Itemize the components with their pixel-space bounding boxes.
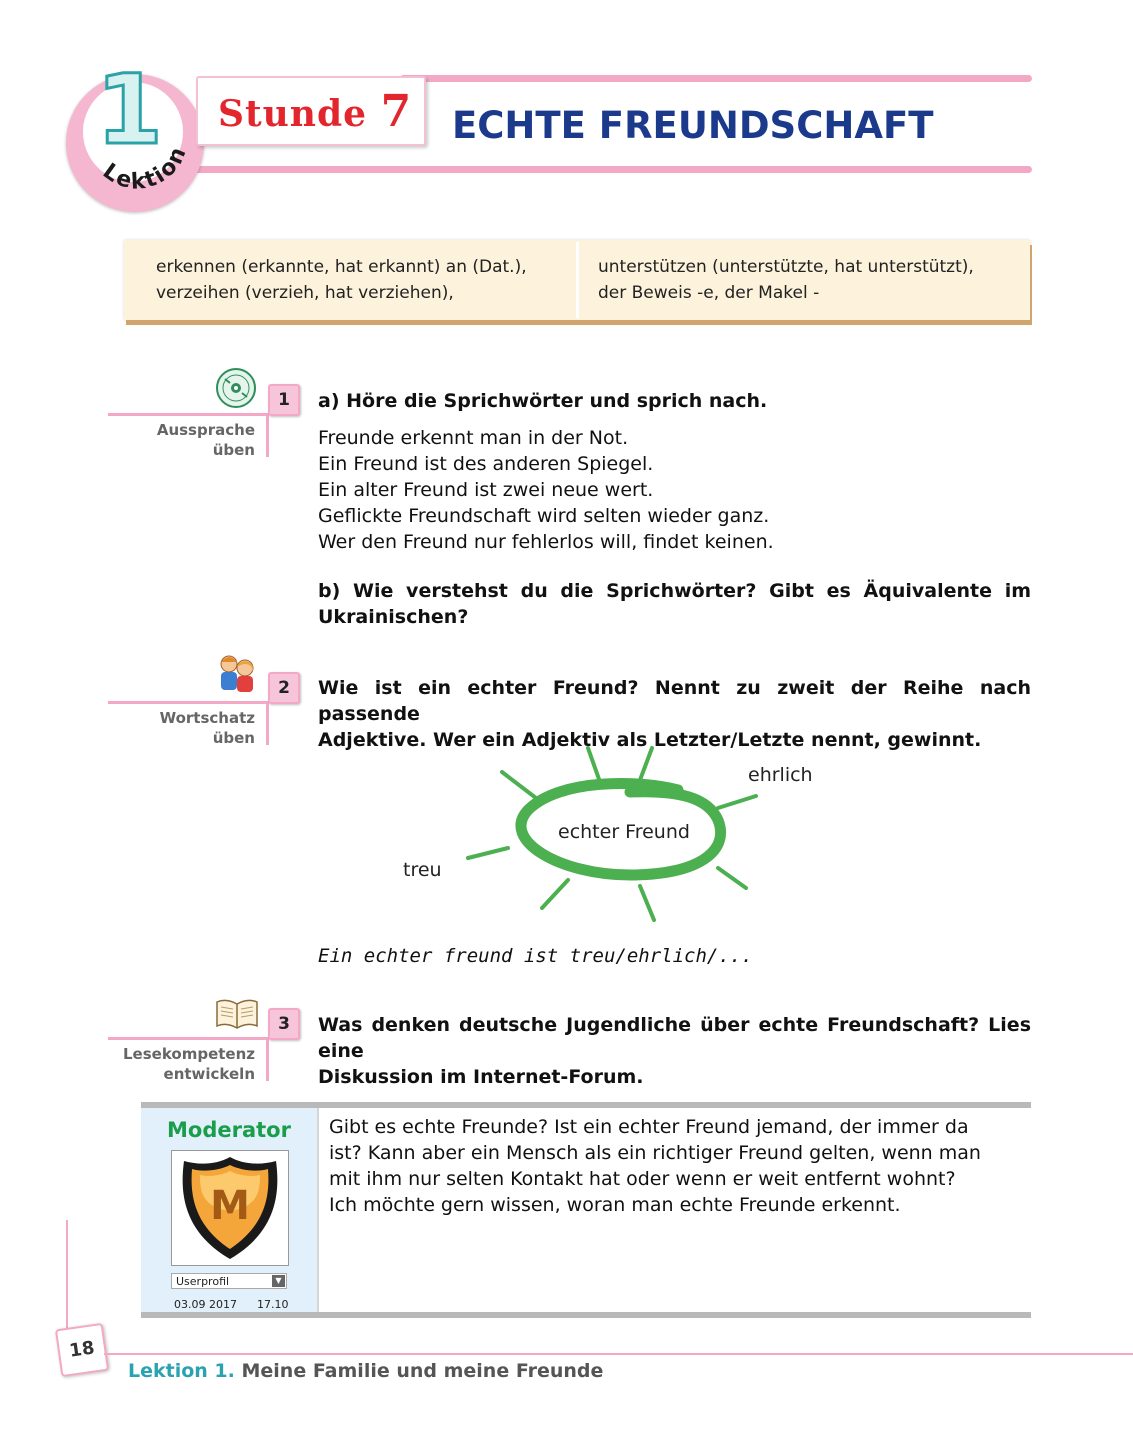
userprofil-select-value: Userprofil: [176, 1275, 230, 1288]
badge-letter: M: [210, 1183, 250, 1229]
avatar: [171, 1150, 289, 1266]
task-line: Adjektive. Wer ein Adjektiv als Letzter/Letzte nennt, gewinnt.: [318, 729, 982, 751]
proverb: Freunde erkennt man in der Not.: [318, 427, 629, 449]
ex3-task: [318, 1012, 1031, 1090]
ex2-side-vline: [266, 701, 269, 745]
post-date: 03.09 2017: [174, 1298, 237, 1311]
vocab-item: der Beweis -e, der Makel -: [598, 283, 820, 303]
ex3-side-line: [108, 1037, 268, 1040]
footer-text: [128, 1360, 603, 1382]
vocabulary-divider: [576, 242, 579, 318]
vocabulary-box: [124, 240, 1030, 320]
header-top-line: [400, 75, 1032, 82]
vocab-item: verzeihen (verzieh, hat verziehen),: [156, 283, 454, 303]
userprofil-select[interactable]: [171, 1273, 287, 1289]
proverb: Geflickte Freundschaft wird selten wieder ganz.: [318, 505, 770, 527]
ex1-side-label: [157, 420, 255, 460]
message-line: mit ihm nur selten Kontakt hat oder wenn er weit entfernt wohnt?: [329, 1168, 956, 1190]
vocabulary-left: [156, 254, 527, 306]
cd-icon: [215, 367, 257, 409]
stunde-label: Stunde: [218, 93, 368, 135]
forum-profile: [141, 1108, 317, 1312]
ex1-proverbs: [318, 425, 774, 555]
task-line: Wie ist ein echter Freund? Nennt zu zweit der Reihe nach passende: [318, 677, 1031, 725]
side-label-line: Wortschatz: [159, 709, 255, 727]
open-book-icon: [214, 996, 260, 1032]
lektion-number: 1: [96, 54, 163, 166]
post-time: 17.10: [257, 1298, 289, 1311]
vocab-item: erkennen (erkannte, hat erkannt) an (Dat.),: [156, 257, 527, 277]
ex3-side-label: [123, 1044, 255, 1084]
message-line: Gibt es echte Freunde? Ist ein echter Freund jemand, der immer da: [329, 1116, 969, 1138]
ex1-side-line: [108, 413, 268, 416]
ex2-number: 2: [268, 672, 300, 704]
stunde-heading: [218, 86, 412, 137]
vocabulary-right: [598, 254, 974, 306]
ex3-side-vline: [266, 1037, 269, 1081]
proverb: Ein Freund ist des anderen Spiegel.: [318, 453, 654, 475]
task-line: Ukrainischen?: [318, 606, 469, 628]
footer-line: [104, 1353, 1133, 1355]
two-children-icon: [215, 652, 259, 694]
task-line: Was denken deutsche Jugendliche über echte Freundschaft? Lies eine: [318, 1014, 1031, 1062]
message-line: Ich möchte gern wissen, woran man echte Freunde erkennt.: [329, 1194, 901, 1216]
ex1-side-vline: [266, 413, 269, 457]
forum-username: Moderator: [167, 1118, 291, 1142]
proverb: Ein alter Freund ist zwei neue wert.: [318, 479, 654, 501]
footer-vertical-line: [66, 1220, 68, 1328]
svg-text:Lektion: [98, 142, 192, 195]
ex1-task-b: [318, 578, 1031, 630]
footer-chapter: Meine Familie und meine Freunde: [241, 1360, 604, 1382]
task-line: b) Wie verstehst du die Sprichwörter? Gibt es Äquivalente im: [318, 580, 1031, 602]
forum-divider: [317, 1108, 319, 1312]
ex2-example: Ein echter freund ist treu/ehrlich/...: [318, 945, 753, 967]
vocab-item: unterstützen (unterstützte, hat unterstützt),: [598, 257, 974, 277]
mindmap-center: echter Freund: [558, 821, 690, 843]
forum-bottom-bar: [141, 1312, 1031, 1318]
side-label-line: üben: [212, 729, 255, 747]
page-number: 18: [55, 1323, 109, 1377]
header-bottom-line: [190, 166, 1032, 173]
ex1-task-a: a) Höre die Sprichwörter und sprich nach.: [318, 390, 768, 412]
ex1-number: 1: [268, 384, 300, 416]
side-label-line: üben: [212, 441, 255, 459]
footer-lektion: Lektion 1.: [128, 1360, 235, 1382]
forum-post: [141, 1102, 1031, 1318]
page-title: ECHTE FREUNDSCHAFT: [452, 104, 934, 147]
ex2-side-label: [160, 708, 255, 748]
forum-message: [329, 1114, 1019, 1218]
proverb: Wer den Freund nur fehlerlos will, findet keinen.: [318, 531, 774, 553]
mindmap-word: treu: [403, 859, 442, 881]
lektion-label-arc: [66, 74, 206, 214]
ex2-side-line: [108, 701, 268, 704]
task-line: Diskussion im Internet-Forum.: [318, 1066, 644, 1088]
ex3-number: 3: [268, 1008, 300, 1040]
chevron-down-icon[interactable]: ▼: [272, 1275, 285, 1287]
stunde-number: 7: [380, 86, 413, 137]
side-label-line: entwickeln: [163, 1065, 255, 1083]
mindmap-word: ehrlich: [748, 764, 813, 786]
message-line: ist? Kann aber ein Mensch als ein richtiger Freund gelten, wenn man: [329, 1142, 981, 1164]
lektion-label: Lektion: [98, 142, 193, 195]
side-label-line: Aussprache: [156, 421, 255, 439]
side-label-line: Lesekompetenz: [122, 1045, 255, 1063]
